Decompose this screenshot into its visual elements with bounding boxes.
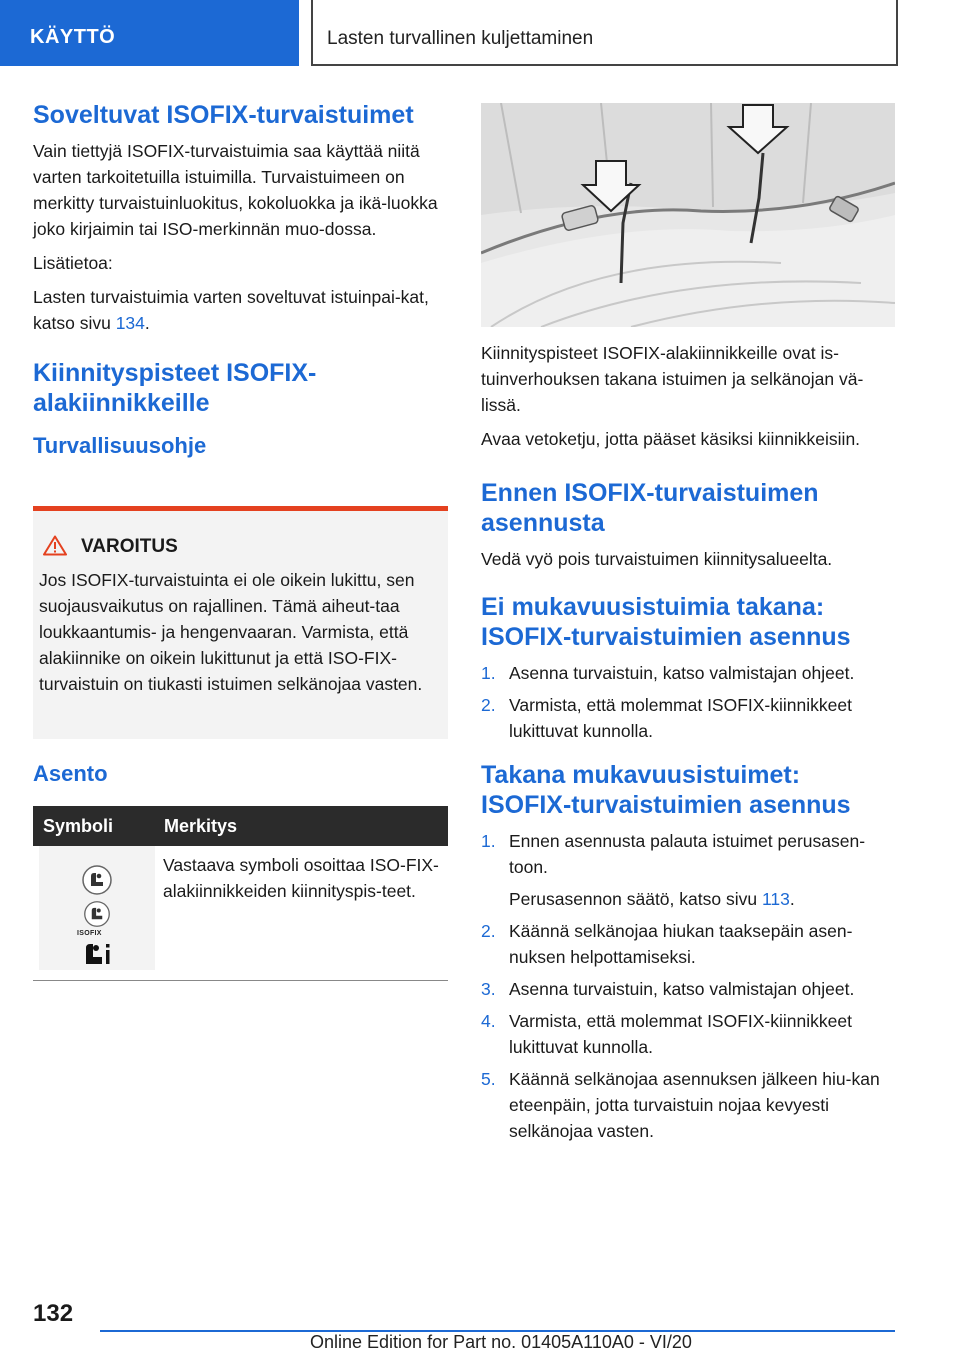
page-link-113[interactable]: 113 — [761, 889, 790, 909]
heading-anchor-points: Kiinnityspisteet ISOFIX- alakiinnikkeille — [33, 359, 317, 417]
right-column — [481, 340, 897, 1152]
steps-no-comfort — [481, 660, 897, 744]
list-item: 3. Asenna turvaistuin, katso valmistajan ohjeet. — [481, 979, 855, 999]
footer-edition: Online Edition for Part no. 01405A110A0 - VI/20 — [310, 1332, 692, 1352]
heading-safety-note: Turvallisuusohje — [33, 433, 207, 458]
isofix-seat-illustration — [481, 103, 895, 327]
warning-text: Jos ISOFIX-turvaistuinta ei ole oikein lukittu, sen suojausvaikutus on rajallinen. Tämä aiheut-taa loukkaantumis- ja hengenvaaran. Varmista, että alakiinnike on oikein lukittunut ja että ISO-FIX-turvaistuin on tiukasti istuimen selkänojaa vasten. — [39, 570, 423, 694]
heading-suitable-seats: Soveltuvat ISOFIX-turvaistuimet — [33, 101, 414, 129]
warning-title: VAROITUS — [43, 535, 178, 558]
paragraph-suitable-seats: Vain tiettyjä ISOFIX-turvaistuimia saa käyttää niitä varten tarkoitetuilla istuimilla. Turvaistuimeen on merkitty turvaistuinluokitus, kokoluokka ja ikä-luokka joko kirjaimin tai ISO-merkinnän muo-dossa. — [33, 141, 438, 239]
list-item: 5. Käännä selkänojaa asennuksen jälkeen hiu-kan eteenpäin, jotta turvaistuin nojaa kevyesti selkänojaa vasten. — [481, 1069, 880, 1141]
heading-before-install: Ennen ISOFIX-turvaistuimen asennusta — [481, 479, 819, 537]
paragraph-seat-reference: Lasten turvaistuimia varten soveltuvat istuinpai-kat, katso sivu 134. — [33, 287, 429, 333]
heading-comfort-seats: Takana mukavuusistuimet: ISOFIX-turvaistuimien asennus — [481, 761, 851, 819]
isofix-label: ISOFIX — [77, 930, 102, 937]
heading-no-comfort-seats: Ei mukavuusistuimia takana: ISOFIX-turvaistuimien asennus — [481, 593, 851, 651]
table-col-meaning: Merkitys — [164, 816, 238, 836]
warning-box — [33, 506, 448, 739]
section-title: KÄYTTÖ — [30, 26, 116, 48]
heading-position: Asento — [33, 761, 108, 786]
table-symbol-cell — [39, 846, 155, 970]
section-tab — [0, 0, 299, 66]
page-link-134[interactable]: 134 — [115, 313, 145, 333]
chapter-tab — [311, 0, 898, 66]
basic-position-reference: Perusasennon säätö, katso sivu 113. — [509, 889, 795, 909]
page-number: 132 — [33, 1300, 74, 1327]
list-item: 4. Varmista, että molemmat ISOFIX-kiinnikkeet lukittuvat kunnolla. — [481, 1011, 852, 1057]
table-col-symbol: Symboli — [43, 816, 114, 836]
list-item: 2. Varmista, että molemmat ISOFIX-kiinnikkeet lukittuvat kunnolla. — [481, 695, 852, 741]
warning-triangle-icon — [43, 535, 67, 556]
list-item: 1. Asenna turvaistuin, katso valmistajan ohjeet. — [481, 663, 855, 683]
list-item: 1. Ennen asennusta palauta istuimet perusasen-toon. Perusasennon säätö, katso sivu 113. — [481, 828, 897, 912]
table-meaning-text: Vastaava symboli osoittaa ISO-FIX-alakiinnikkeiden kiinnityspis-teet. — [163, 855, 439, 901]
table-header — [33, 806, 448, 846]
steps-comfort — [481, 828, 897, 1144]
chapter-title: Lasten turvallinen kuljettaminen — [327, 28, 594, 49]
isofix-seat-icon — [83, 900, 111, 928]
paragraph-more-info: Lisätietoa: — [33, 253, 113, 273]
table-bottom-rule — [33, 980, 448, 981]
left-column — [33, 100, 448, 460]
child-seat-icon — [81, 864, 113, 896]
photo-caption: Kiinnityspisteet ISOFIX-alakiinnikkeille ovat is-tuinverhouksen takana istuimen ja selkänojan vä-lissä. — [481, 343, 864, 415]
photo-note: Avaa vetoketju, jotta pääset käsiksi kiinnikkeisiin. — [481, 429, 861, 449]
list-item: 2. Käännä selkänojaa hiukan taaksepäin asen-nuksen helpottamiseksi. — [481, 921, 853, 967]
child-seat-info-icon — [84, 940, 112, 966]
paragraph-before-install: Vedä vyö pois turvaistuimen kiinnitysalueelta. — [481, 549, 833, 569]
